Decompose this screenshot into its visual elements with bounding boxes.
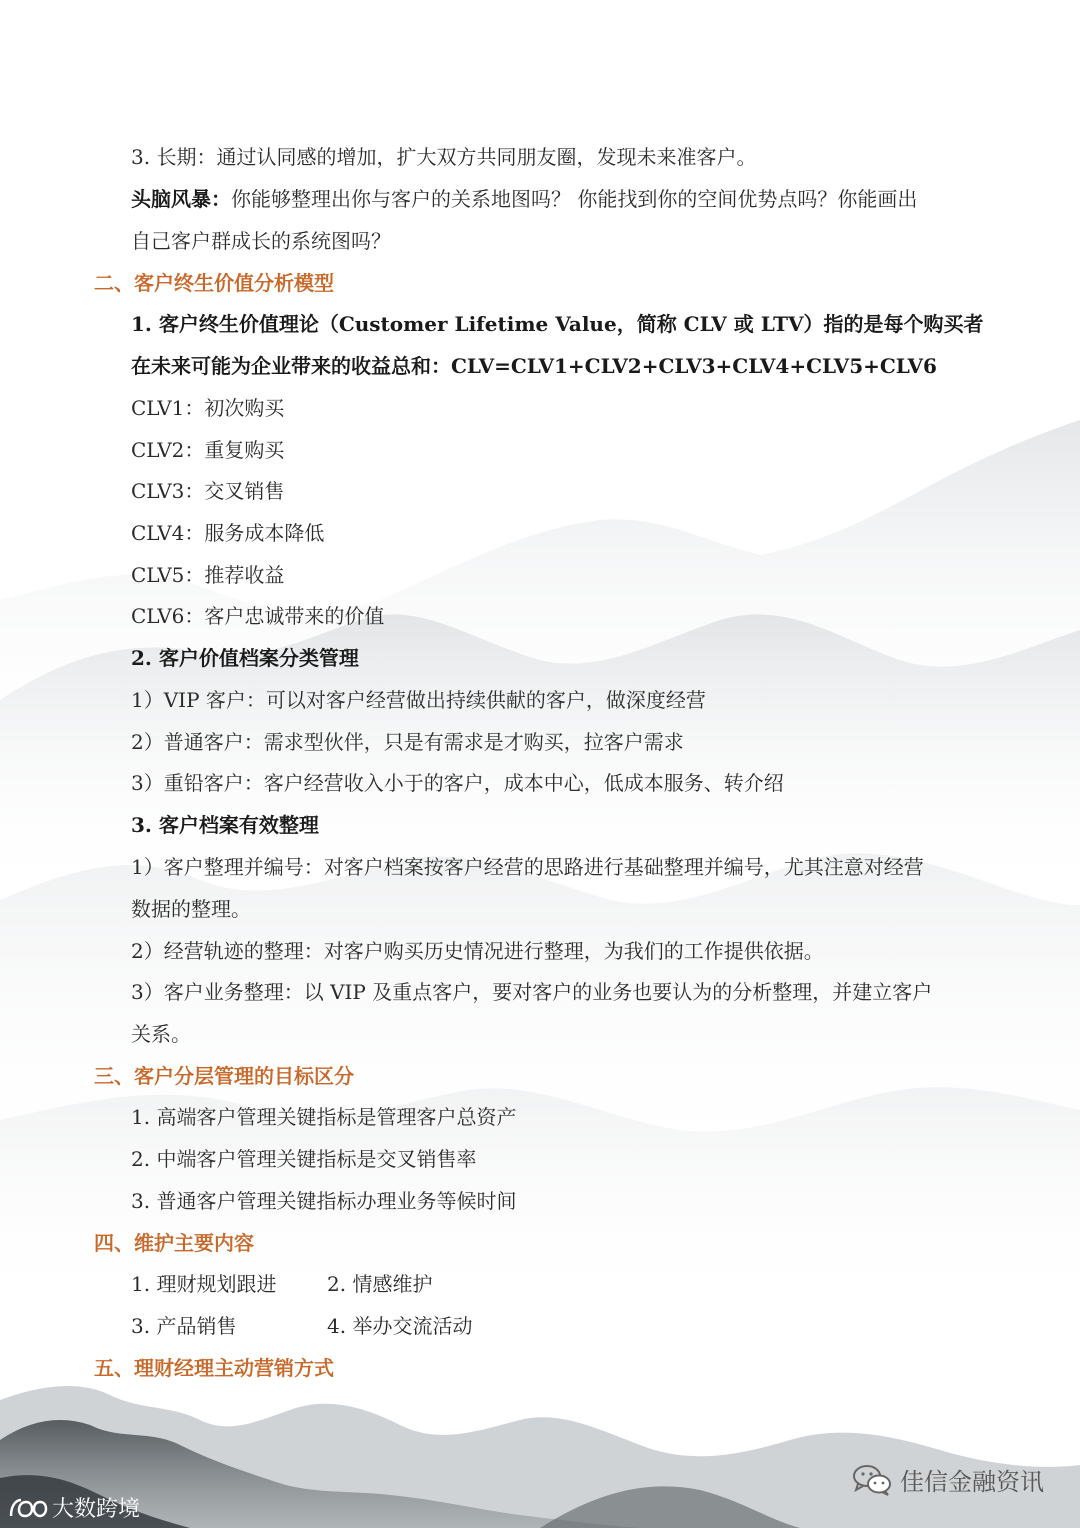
paragraph-brainstorm-cont: 自己客户群成长的系统图吗？ <box>131 229 391 253</box>
clv-item: CLV1：初次购买 <box>131 396 285 420</box>
customer-type-item: 3）重铅客户：客户经营收入小于的客户，成本中心，低成本服务、转介绍 <box>131 771 784 795</box>
watermark-left-text: 大数跨境 <box>52 1497 141 1522</box>
watermark-left <box>8 1492 140 1523</box>
watermark-right <box>852 1462 1044 1497</box>
maintenance-item: 2. 情感维护 <box>327 1272 433 1296</box>
maintenance-row <box>131 1312 1001 1340</box>
archive-item-cont: 关系。 <box>131 1022 191 1046</box>
clv-item: CLV4：服务成本降低 <box>131 521 325 545</box>
tier-item: 1. 高端客户管理关键指标是管理客户总资产 <box>131 1105 517 1129</box>
clv-item: CLV6：客户忠诚带来的价值 <box>131 604 385 628</box>
maintenance-row <box>131 1270 1001 1298</box>
archive-item: 1）客户整理并编号：对客户档案按客户经营的思路进行基础整理并编号，尤其注意对经营 <box>131 855 924 879</box>
paragraph-long-term: 3. 长期：通过认同感的增加，扩大双方共同朋友圈，发现未来准客户。 <box>131 145 757 169</box>
customer-type-item: 1）VIP 客户：可以对客户经营做出持续供献的客户，做深度经营 <box>131 688 706 712</box>
archive-item: 3）客户业务整理：以 VIP 及重点客户，要对客户的业务也要认为的分析整理，并建立客户 <box>131 980 933 1004</box>
section-heading-4: 四、维护主要内容 <box>94 1231 254 1255</box>
tier-item: 3. 普通客户管理关键指标办理业务等候时间 <box>131 1189 517 1213</box>
maintenance-item: 3. 产品销售 <box>131 1314 237 1338</box>
clv-item: CLV5：推荐收益 <box>131 563 285 587</box>
clv-definition-line2: 在未来可能为企业带来的收益总和：CLV=CLV1+CLV2+CLV3+CLV4+CLV5+CLV6 <box>131 354 937 378</box>
brainstorm-label: 头脑风暴： <box>131 187 231 211</box>
brand-mark-icon <box>8 1496 48 1520</box>
wechat-icon <box>852 1463 892 1497</box>
section-heading-2: 二、客户终生价值分析模型 <box>94 271 334 295</box>
watermark-right-text: 佳信金融资讯 <box>900 1468 1044 1496</box>
subheading-archive-organize: 3. 客户档案有效整理 <box>131 813 319 837</box>
tier-item: 2. 中端客户管理关键指标是交叉销售率 <box>131 1147 477 1171</box>
subheading-value-archive: 2. 客户价值档案分类管理 <box>131 646 359 670</box>
section-heading-3: 三、客户分层管理的目标区分 <box>94 1064 354 1088</box>
clv-item: CLV2：重复购买 <box>131 438 285 462</box>
archive-item: 2）经营轨迹的整理：对客户购买历史情况进行整理，为我们的工作提供依据。 <box>131 939 824 963</box>
customer-type-item: 2）普通客户：需求型伙伴，只是有需求是才购买，拉客户需求 <box>131 730 684 754</box>
clv-definition-line1: 1. 客户终生价值理论（Customer Lifetime Value，简称 CLV 或 LTV）指的是每个购买者 <box>131 312 984 336</box>
archive-item-cont: 数据的整理。 <box>131 897 251 921</box>
maintenance-item: 1. 理财规划跟进 <box>131 1272 277 1296</box>
section-heading-5: 五、理财经理主动营销方式 <box>94 1356 334 1380</box>
brainstorm-text: 你能够整理出你与客户的关系地图吗？ 你能找到你的空间优势点吗？你能画出 <box>231 187 918 211</box>
maintenance-item: 4. 举办交流活动 <box>327 1314 473 1338</box>
paragraph-brainstorm <box>131 185 1001 213</box>
clv-item: CLV3：交叉销售 <box>131 479 285 503</box>
